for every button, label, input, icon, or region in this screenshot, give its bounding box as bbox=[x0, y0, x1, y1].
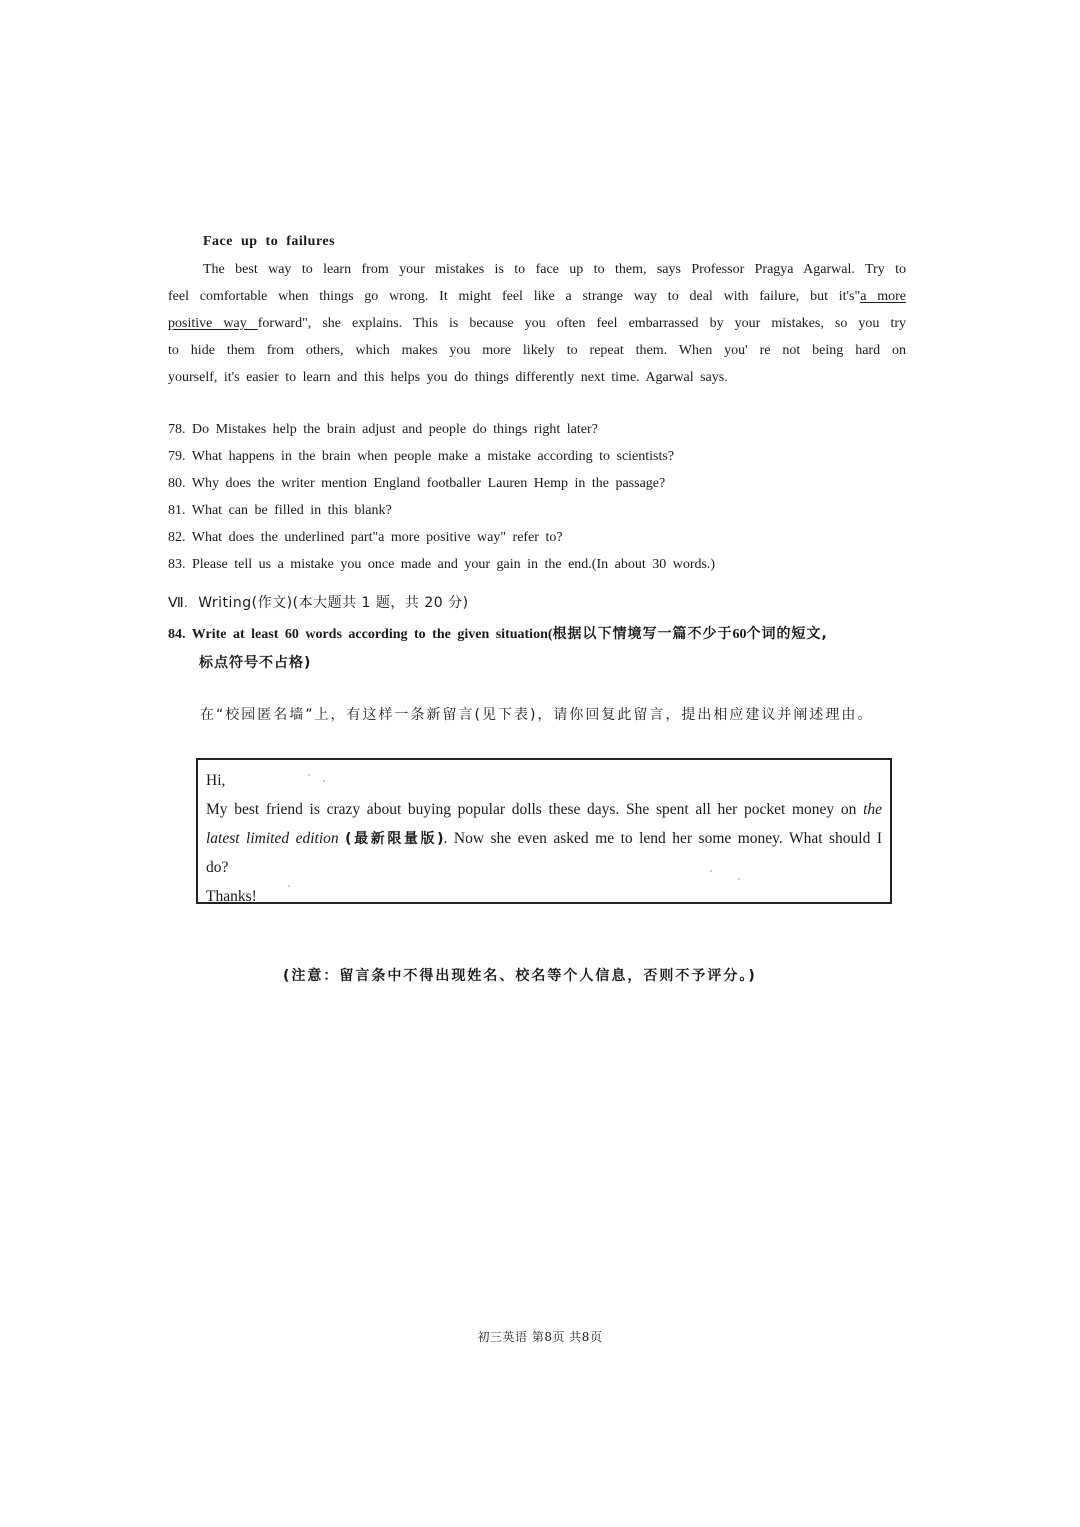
passage-body bbox=[168, 256, 906, 391]
section-number: Ⅶ. bbox=[168, 596, 189, 611]
section-heading bbox=[168, 592, 469, 612]
question-78: 78. Do Mistakes help the brain adjust and people do things right later? bbox=[168, 422, 598, 437]
underlined-phrase-part-1: a more bbox=[860, 289, 906, 304]
passage-line-5: yourself, it's easier to learn and this helps you do things differently next time. Agarwal says. bbox=[168, 370, 728, 385]
task-instruction: 在“校园匿名墙”上，有这样一条新留言(见下表)，请你回复此留言，提出相应建议并阐述理由。 bbox=[200, 707, 874, 723]
scan-speck bbox=[308, 774, 310, 776]
writing-task bbox=[168, 620, 908, 677]
passage-line-1: The best way to learn from your mistakes is to face up to them, says Professor Pragya Agarwal. Try to bbox=[203, 262, 906, 277]
message-closing: Thanks! bbox=[206, 888, 257, 905]
passage-line-3: positive way forward", she explains. This is because you often feel embarrassed by your mistakes, so you try bbox=[168, 316, 906, 331]
passage-line-2: feel comfortable when things go wrong. It might feel like a strange way to deal with failure, but it's"a more bbox=[168, 289, 906, 304]
passage-title: Face up to failures bbox=[203, 234, 336, 249]
scan-speck bbox=[323, 780, 325, 782]
message-greeting: Hi, bbox=[206, 772, 226, 789]
page-footer: 初三英语 第8页 共8页 bbox=[477, 1330, 603, 1344]
message-line-1: My best friend is crazy about buying popular dolls these days. She spent all her pocket money on the bbox=[206, 801, 882, 818]
underlined-phrase-part-2: positive way bbox=[168, 316, 258, 331]
note: (注意：留言条中不得出现姓名、校名等个人信息，否则不予评分。) bbox=[283, 968, 757, 984]
task-line-2: 标点符号不占格) bbox=[199, 655, 312, 671]
scan-speck bbox=[710, 870, 712, 872]
task-line-1: 84. Write at least 60 words according to the given situation(根据以下情境写一篇不少于60个词的短文, bbox=[168, 626, 828, 642]
message-box bbox=[196, 758, 892, 904]
scan-speck bbox=[738, 878, 740, 880]
question-81: 81. What can be filled in this blank? bbox=[168, 503, 392, 518]
message-line-3: do? bbox=[206, 859, 229, 876]
message-line-2: latest limited edition (最新限量版). Now she even asked me to lend her some money. What should I bbox=[206, 830, 883, 847]
question-79: 79. What happens in the brain when people make a mistake according to scientists? bbox=[168, 449, 675, 464]
question-list bbox=[168, 416, 908, 578]
question-80: 80. Why does the writer mention England footballer Lauren Hemp in the passage? bbox=[168, 476, 666, 491]
question-83: 83. Please tell us a mistake you once made and your gain in the end.(In about 30 words.) bbox=[168, 557, 716, 572]
question-82: 82. What does the underlined part"a more positive way" refer to? bbox=[168, 530, 563, 545]
passage-line-4: to hide them from others, which makes you more likely to repeat them. When you' re not being hard on bbox=[168, 343, 906, 358]
section-title: Writing(作文)(本大题共 1 题，共 20 分) bbox=[198, 595, 469, 611]
scan-speck bbox=[288, 885, 290, 887]
